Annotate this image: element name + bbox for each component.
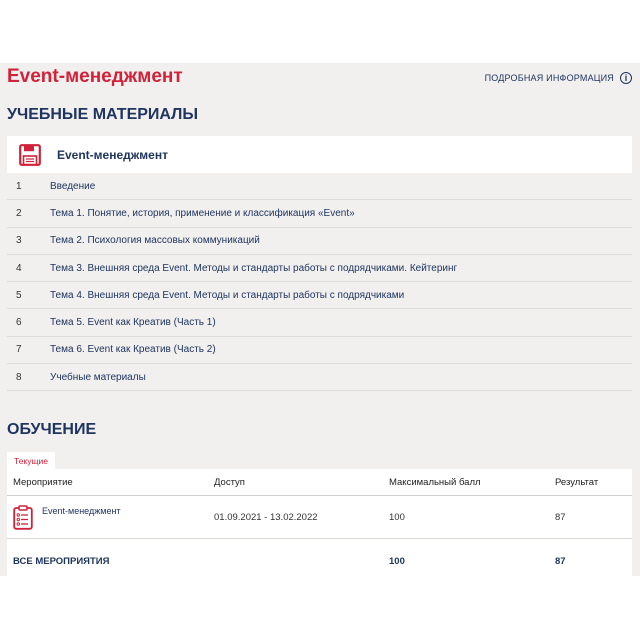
materials-card[interactable] (7, 136, 632, 173)
event-cell (7, 496, 214, 539)
more-info-label: ПОДРОБНАЯ ИНФОРМАЦИЯ (484, 73, 614, 83)
row-number: 5 (16, 289, 22, 301)
table-header-row (7, 469, 632, 496)
column-header-max-score: Максимальный балл (389, 469, 555, 496)
tab-current[interactable]: Текущие (7, 452, 55, 469)
page (0, 63, 640, 576)
material-link[interactable]: Тема 5. Event как Креатив (Часть 1) (50, 317, 216, 329)
total-row (7, 539, 632, 577)
materials-card-title: Event-менеджмент (57, 147, 168, 162)
row-number: 8 (16, 371, 22, 383)
training-table (7, 469, 632, 576)
max-score-cell: 100 (389, 496, 555, 539)
material-link[interactable]: Тема 6. Event как Креатив (Часть 2) (50, 344, 216, 356)
row-number: 4 (16, 262, 22, 274)
material-link[interactable]: Тема 2. Психология массовых коммуникаций (50, 235, 260, 247)
material-row[interactable] (7, 337, 632, 364)
total-result: 87 (555, 555, 566, 567)
material-link[interactable]: Введение (50, 180, 96, 192)
clipboard-list-icon (13, 505, 33, 530)
material-row[interactable] (7, 228, 632, 255)
materials-heading: УЧЕБНЫЕ МАТЕРИАЛЫ (7, 106, 199, 123)
result-cell: 87 (555, 496, 632, 539)
column-header-event: Мероприятие (7, 469, 214, 496)
training-heading: ОБУЧЕНИЕ (7, 421, 97, 438)
table-row (7, 496, 632, 539)
row-number: 2 (16, 207, 22, 219)
material-row[interactable] (7, 200, 632, 227)
material-row[interactable] (7, 282, 632, 309)
column-header-access: Доступ (214, 469, 389, 496)
row-number: 6 (16, 317, 22, 329)
total-max-score: 100 (389, 555, 405, 567)
info-icon[interactable]: i (620, 72, 632, 84)
row-number: 1 (16, 180, 22, 192)
access-cell: 01.09.2021 - 13.02.2022 (214, 496, 389, 539)
course-title: Event-менеджмент (7, 66, 183, 87)
material-row[interactable] (7, 364, 632, 391)
event-link[interactable]: Event-менеджмент (42, 506, 121, 516)
material-link[interactable]: Учебные материалы (50, 371, 146, 383)
floppy-disk-icon (19, 144, 41, 166)
total-access-cell (214, 539, 389, 577)
total-label: ВСЕ МЕРОПРИЯТИЯ (13, 555, 110, 567)
more-info-link[interactable] (485, 72, 632, 84)
materials-list (7, 173, 632, 391)
material-row[interactable] (7, 255, 632, 282)
row-number: 7 (16, 344, 22, 356)
column-header-result: Результат (555, 469, 632, 496)
material-row[interactable] (7, 173, 632, 200)
material-link[interactable]: Тема 1. Понятие, история, применение и классификация «Event» (50, 207, 355, 219)
material-link[interactable]: Тема 3. Внешняя среда Event. Методы и стандарты работы с подрядчиками. Кейтеринг (50, 262, 458, 274)
material-row[interactable] (7, 309, 632, 336)
material-link[interactable]: Тема 4. Внешняя среда Event. Методы и стандарты работы с подрядчиками (50, 289, 405, 301)
row-number: 3 (16, 235, 22, 247)
